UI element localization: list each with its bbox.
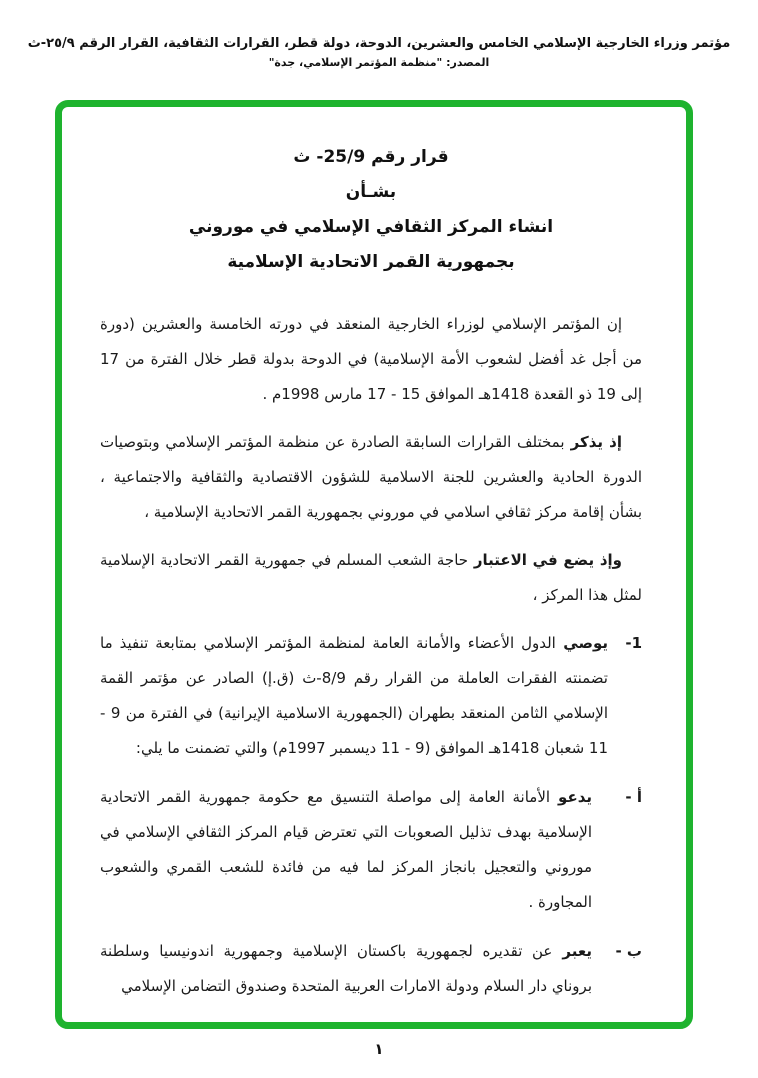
numbered-item-1 — [100, 626, 642, 766]
numbered-item-1-text: الدول الأعضاء والأمانة العامة لمنظمة المؤتمر الإسلامي بمتابعة تنفيذ ما تضمنته الفقرات العاملة من القرار رقم 8/9-ث (ق.إ) الصادر عن مؤتمر القمة الإسلامي الثامن المنعقد بطهران (الجمهورية الاسلامية الإيرانية) في الفترة من 9 - 11 شعبان 1418هـ الموافق (9 - 11 ديسمبر 1997م) والتي تضمنت ما يلي: — [100, 634, 608, 757]
sub-item-a — [100, 780, 642, 920]
sub-item-a-marker: أ - — [625, 788, 642, 806]
paragraph-recalling-text: بمختلف القرارات السابقة الصادرة عن منظمة المؤتمر الإسلامي وبتوصيات الدورة الحادية والعشرين للجنة الاسلامية للشؤون الاقتصادية والثقافية والاجتماعية ، بشأن إقامة مركز ثقافي اسلامي في موروني بجمهورية القمر الاتحادية الإسلامية ، — [100, 433, 642, 521]
paragraph-recalling — [100, 425, 642, 530]
sub-item-b-body — [100, 934, 592, 1004]
paragraph-considering-lead: وإذ يضع في الاعتبار — [468, 551, 623, 569]
numbered-item-1-body — [100, 626, 608, 766]
paragraph-considering — [100, 543, 642, 613]
resolution-number: قرار رقم 25/9- ث — [293, 147, 449, 167]
sub-item-b-text: عن تقديره لجمهورية باكستان الإسلامية وجمهورية اندونيسيا وسلطنة بروناي دار السلام ودولة الامارات العربية المتحدة وصندوق التضامن الإسلامي — [100, 942, 592, 995]
paragraph-considering-text: حاجة الشعب المسلم في جمهورية القمر الاتحادية الإسلامية لمثل هذا المركز ، — [100, 551, 642, 604]
resolution-subject-2: بجمهورية القمر الاتحادية الإسلامية — [227, 252, 515, 272]
sub-item-b — [100, 934, 642, 1004]
sub-item-a-lead: يدعو — [550, 788, 592, 806]
numbered-item-1-lead: يوصي — [555, 634, 608, 652]
resolution-regarding: بشـأن — [345, 182, 397, 202]
sub-item-a-text: الأمانة العامة إلى مواصلة التنسيق مع حكومة جمهورية القمر الاتحادية الإسلامية بهدف تذليل الصعوبات التي تعترض قيام المركز الثقافي الإسلامي في موروني والتعجيل بانجاز المركز لما فيه من فائدة للشعب القمري والشعوب المجاورة . — [100, 788, 592, 911]
page-number: ١ — [374, 1040, 384, 1058]
paragraph-recalling-lead: إذ يذكر — [564, 433, 622, 451]
numbered-item-1-marker: 1- — [625, 634, 642, 652]
sub-item-b-marker: ب - — [615, 942, 642, 960]
paragraph-preamble-text: إن المؤتمر الإسلامي لوزراء الخارجية المنعقد في دورته الخامسة والعشرين (دورة من أجل غد أفضل لشعوب الأمة الإسلامية) في الدوحة بدولة قطر خلال الفترة من 17 إلى 19 ذو القعدة 1418هـ الموافق 15 - 17 مارس 1998م . — [100, 315, 642, 403]
paragraph-preamble — [100, 307, 642, 412]
green-document-border — [55, 100, 693, 1029]
sub-item-b-lead: يعبر — [552, 942, 592, 960]
resolution-title-block — [100, 141, 642, 279]
citation-line-1: مؤتمر وزراء الخارجية الإسلامي الخامس والعشرين، الدوحة، دولة قطر، القرارات الثقافية، القرار الرقم ٢٥/٩-ث — [27, 36, 731, 51]
document-content — [100, 141, 642, 1018]
resolution-subject-1: انشاء المركز الثقافي الإسلامي في موروني — [188, 217, 554, 237]
citation-line-2: المصدر: "منظمة المؤتمر الإسلامي، جدة" — [268, 56, 490, 69]
sub-item-a-body — [100, 780, 592, 920]
